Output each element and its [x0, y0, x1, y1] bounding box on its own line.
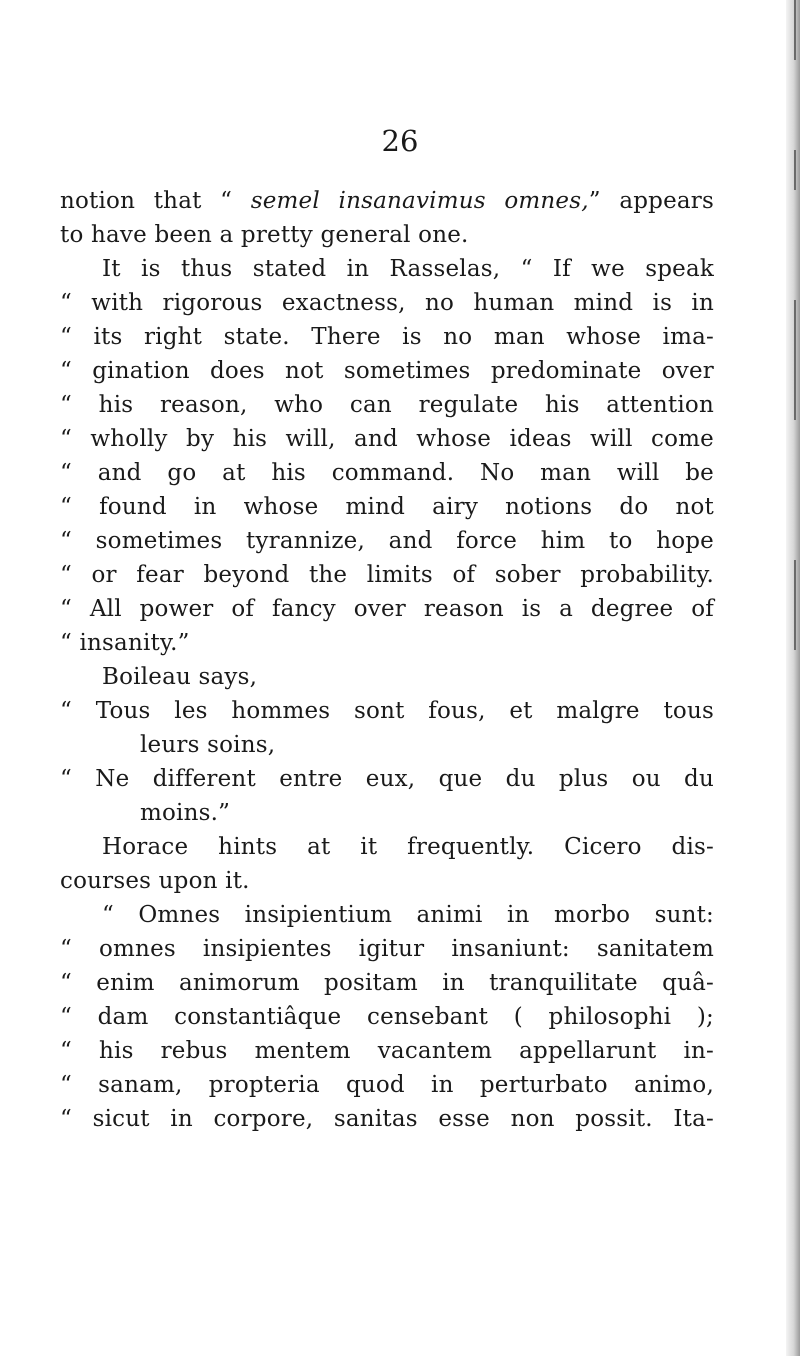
verse-line: moins.”: [140, 800, 231, 826]
quote-line: “ sanam, propteria quod in perturbato animo,: [60, 1072, 714, 1098]
verse-line: leurs soins,: [140, 732, 276, 758]
text-line: courses upon it.: [60, 868, 250, 894]
quote-line: “ omnes insipientes igitur insaniunt: sanitatem: [60, 936, 714, 962]
text-line: “ its right state. There is no man whose ima-: [60, 324, 714, 350]
quote-line: “ Omnes insipientium animi in morbo sunt:: [102, 902, 714, 928]
quote-line: “ sicut in corpore, sanitas esse non possit. Ita-: [60, 1106, 714, 1132]
text-line: “ found in whose mind airy notions do not: [60, 494, 714, 520]
text-line: “ All power of fancy over reason is a degree of: [60, 596, 714, 622]
text-line: “ wholly by his will, and whose ideas will come: [60, 426, 714, 452]
quote-line: “ enim animorum positam in tranquilitate quâ-: [60, 970, 714, 996]
text-line: “ sometimes tyrannize, and force him to hope: [60, 528, 714, 554]
quote-line: “ his rebus mentem vacantem appellarunt in-: [60, 1038, 714, 1064]
page-number: 26: [381, 124, 419, 158]
verse-line: “ Tous les hommes sont fous, et malgre tous: [60, 698, 714, 724]
body-text: [60, 184, 714, 1136]
text-line: “ and go at his command. No man will be: [60, 460, 714, 486]
text-line: “ or fear beyond the limits of sober probability.: [60, 562, 714, 588]
text-line: notion that “ semel insanavimus omnes,” appears: [60, 188, 715, 214]
latin-phrase: semel insanavimus omnes,: [250, 188, 589, 214]
text-line: “ with rigorous exactness, no human mind is in: [60, 290, 714, 316]
text-line: “ gination does not sometimes predominate over: [60, 358, 714, 384]
verse-line: “ Ne different entre eux, que du plus ou du: [60, 766, 714, 792]
text-line: “ insanity.”: [60, 630, 190, 656]
text-line: It is thus stated in Rasselas, “ If we speak: [102, 256, 714, 282]
quote-line: “ dam constantiâque censebant ( philosophi );: [60, 1004, 714, 1030]
edge-mark: [794, 300, 796, 420]
text-line: to have been a pretty general one.: [60, 222, 469, 248]
text-line: Boileau says,: [102, 664, 258, 690]
edge-mark: [794, 0, 796, 60]
text-line: “ his reason, who can regulate his attention: [60, 392, 714, 418]
page-edge: [786, 0, 800, 1356]
text-line: Horace hints at it frequently. Cicero dis-: [102, 834, 714, 860]
edge-mark: [794, 560, 796, 650]
